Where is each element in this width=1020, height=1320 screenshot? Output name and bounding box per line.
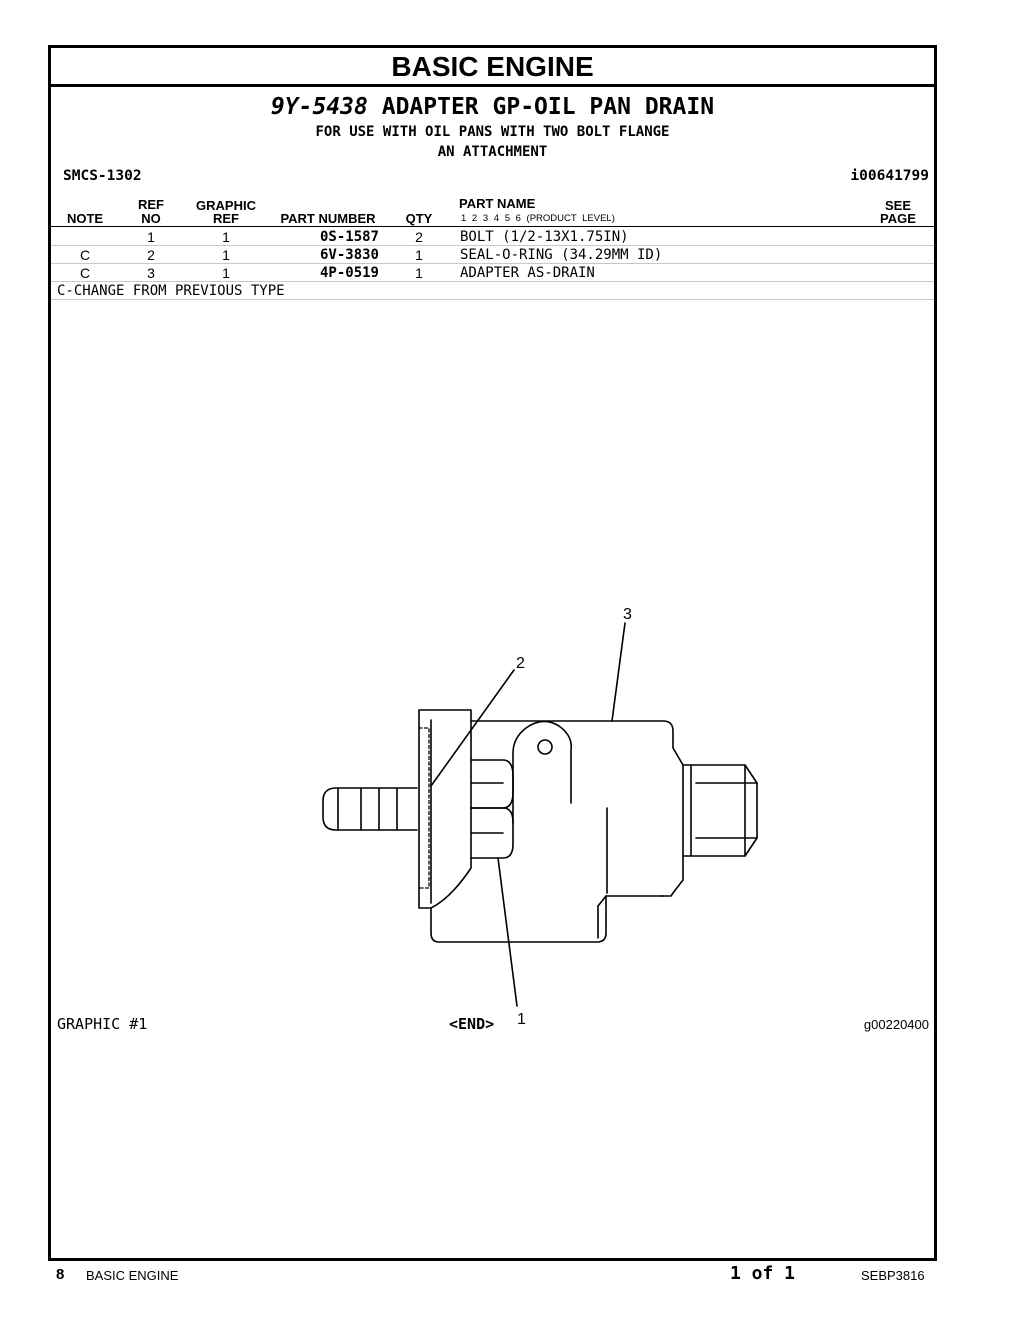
row-ref: 3 xyxy=(147,265,155,281)
row-part-name: SEAL-O-RING (34.29MM ID) xyxy=(460,247,663,263)
col-note: NOTE xyxy=(66,211,104,226)
row-graphic-ref: 1 xyxy=(222,229,230,245)
col-product-level: 1 2 3 4 5 6 (PRODUCT LEVEL) xyxy=(461,213,615,224)
row-part-number: 6V-3830 xyxy=(319,247,379,263)
row-qty: 1 xyxy=(415,265,423,281)
footer-doc-id: SEBP3816 xyxy=(861,1268,925,1283)
row-qty: 2 xyxy=(415,229,423,245)
smcs-code: SMCS-1302 xyxy=(63,168,142,184)
row-part-name: BOLT (1/2-13X1.75IN) xyxy=(460,229,629,245)
col-ref-line1: REF xyxy=(138,197,164,212)
callout-1: 1 xyxy=(517,1011,526,1028)
row-qty: 1 xyxy=(415,247,423,263)
callout-3: 3 xyxy=(623,606,632,623)
col-part-number: PART NUMBER xyxy=(280,211,376,226)
document-ident: i00641799 xyxy=(850,168,929,184)
end-label: <END> xyxy=(449,1015,495,1033)
row-note: C xyxy=(79,247,91,263)
group-description-line2: AN ATTACHMENT xyxy=(437,144,548,160)
col-see-page-line2: PAGE xyxy=(880,211,916,226)
col-ref-line2: NO xyxy=(141,211,161,226)
group-part-number: 9Y-5438 xyxy=(270,94,368,120)
row-part-number: 0S-1587 xyxy=(319,229,379,245)
section-title: BASIC ENGINE xyxy=(51,48,934,87)
footer-page-of: 1 of 1 xyxy=(730,1263,796,1284)
col-qty: QTY xyxy=(405,211,433,226)
adapter-drawing xyxy=(311,593,781,1033)
graphic-label: GRAPHIC #1 xyxy=(57,1015,148,1033)
graphic-id: g00220400 xyxy=(863,1017,929,1032)
row-part-name: ADAPTER AS-DRAIN xyxy=(460,265,595,281)
callout-2: 2 xyxy=(516,655,525,672)
group-description-line1: FOR USE WITH OIL PANS WITH TWO BOLT FLANGE xyxy=(315,124,670,140)
col-graphic-ref-line1: GRAPHIC xyxy=(196,198,256,213)
row-divider xyxy=(51,281,934,282)
group-name: ADAPTER GP-OIL PAN DRAIN xyxy=(381,94,715,120)
header-rule xyxy=(51,226,934,227)
row-ref: 1 xyxy=(147,229,155,245)
group-heading xyxy=(51,92,934,122)
row-note: C xyxy=(79,265,91,281)
row-graphic-ref: 1 xyxy=(222,265,230,281)
col-part-name: PART NAME xyxy=(459,196,536,211)
page-frame xyxy=(48,45,937,1261)
row-ref: 2 xyxy=(147,247,155,263)
col-graphic-ref-line2: REF xyxy=(213,211,239,226)
row-part-number: 4P-0519 xyxy=(319,265,379,281)
footer-page-number: 8 xyxy=(56,1266,65,1283)
change-note: C-CHANGE FROM PREVIOUS TYPE xyxy=(57,283,285,299)
col-see-page-line1: SEE xyxy=(884,198,911,213)
footer-section: BASIC ENGINE xyxy=(86,1268,179,1283)
row-divider xyxy=(51,299,934,300)
row-graphic-ref: 1 xyxy=(222,247,230,263)
